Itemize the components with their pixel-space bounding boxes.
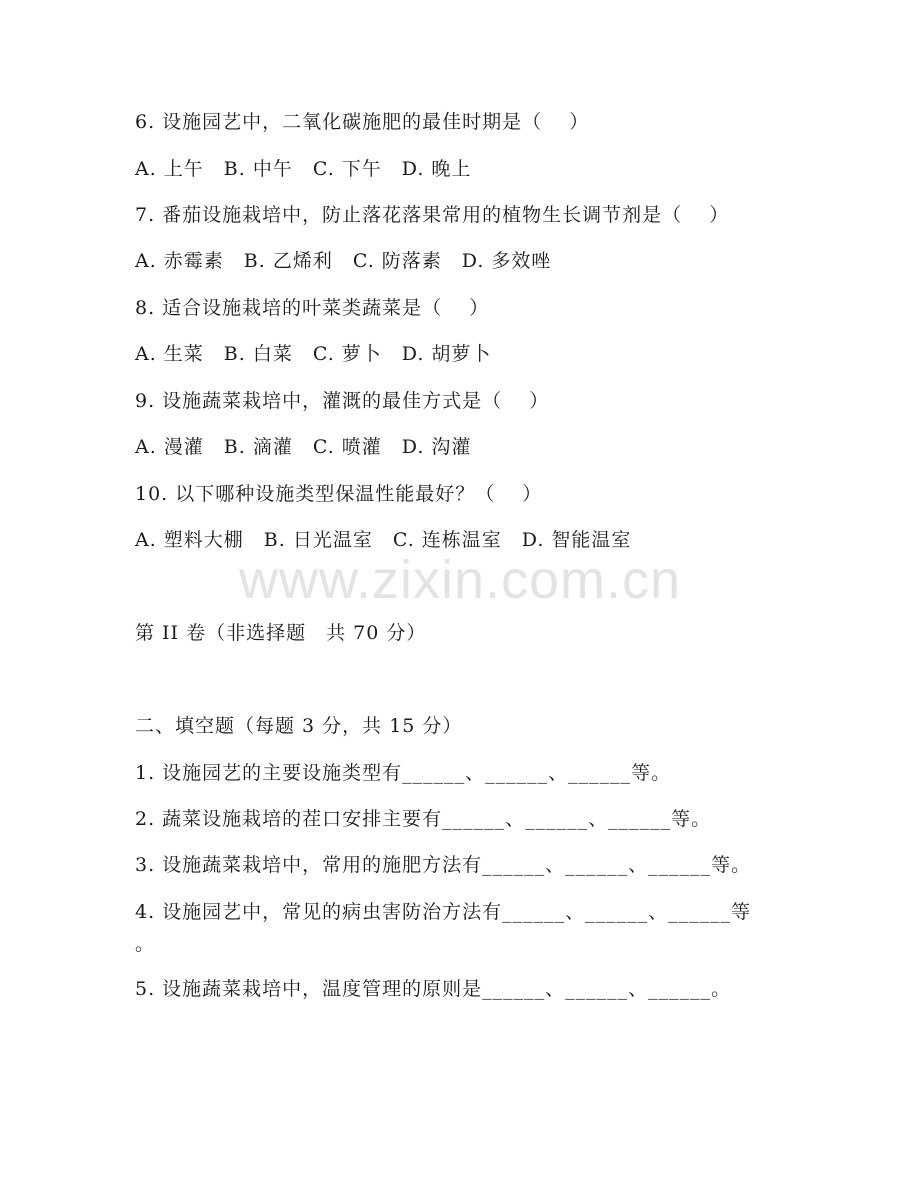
fill-question-1: 1. 设施园艺的主要设施类型有______、______、______等。	[135, 762, 672, 784]
fill-section-title: 二、填空题（每题 3 分，共 15 分）	[135, 715, 463, 737]
question-7: 7. 番茄设施栽培中，防止落花落果常用的植物生长调节剂是（ ）	[135, 204, 730, 226]
watermark: www.zixin.com.cn	[238, 550, 682, 610]
question-8-options: A. 生菜 B. 白菜 C. 萝卜 D. 胡萝卜	[135, 343, 492, 365]
question-6: 6. 设施园艺中，二氧化碳施肥的最佳时期是（ ）	[135, 111, 590, 133]
fill-question-4: 4. 设施园艺中，常见的病虫害防治方法有______、______、______等	[135, 901, 752, 923]
question-8: 8. 适合设施栽培的叶菜类蔬菜是（ ）	[135, 297, 490, 319]
fill-question-3: 3. 设施蔬菜栽培中，常用的施肥方法有______、______、______等。	[135, 854, 752, 876]
question-10: 10. 以下哪种设施类型保温性能最好？（ ）	[135, 483, 543, 505]
question-7-options: A. 赤霉素 B. 乙烯利 C. 防落素 D. 多效唑	[135, 250, 552, 272]
question-9-options: A. 漫灌 B. 滴灌 C. 喷灌 D. 沟灌	[135, 436, 472, 458]
question-10-options: A. 塑料大棚 B. 日光温室 C. 连栋温室 D. 智能温室	[135, 529, 632, 551]
question-6-options: A. 上午 B. 中午 C. 下午 D. 晚上	[135, 158, 472, 180]
fill-question-5: 5. 设施蔬菜栽培中，温度管理的原则是______、______、______。	[135, 978, 732, 1000]
question-9: 9. 设施蔬菜栽培中，灌溉的最佳方式是（ ）	[135, 390, 550, 412]
fill-question-4-cont: 。	[135, 933, 156, 955]
fill-question-2: 2. 蔬菜设施栽培的茬口安排主要有______、______、______等。	[135, 808, 712, 830]
part2-title: 第 II 卷（非选择题 共 70 分）	[135, 622, 427, 644]
